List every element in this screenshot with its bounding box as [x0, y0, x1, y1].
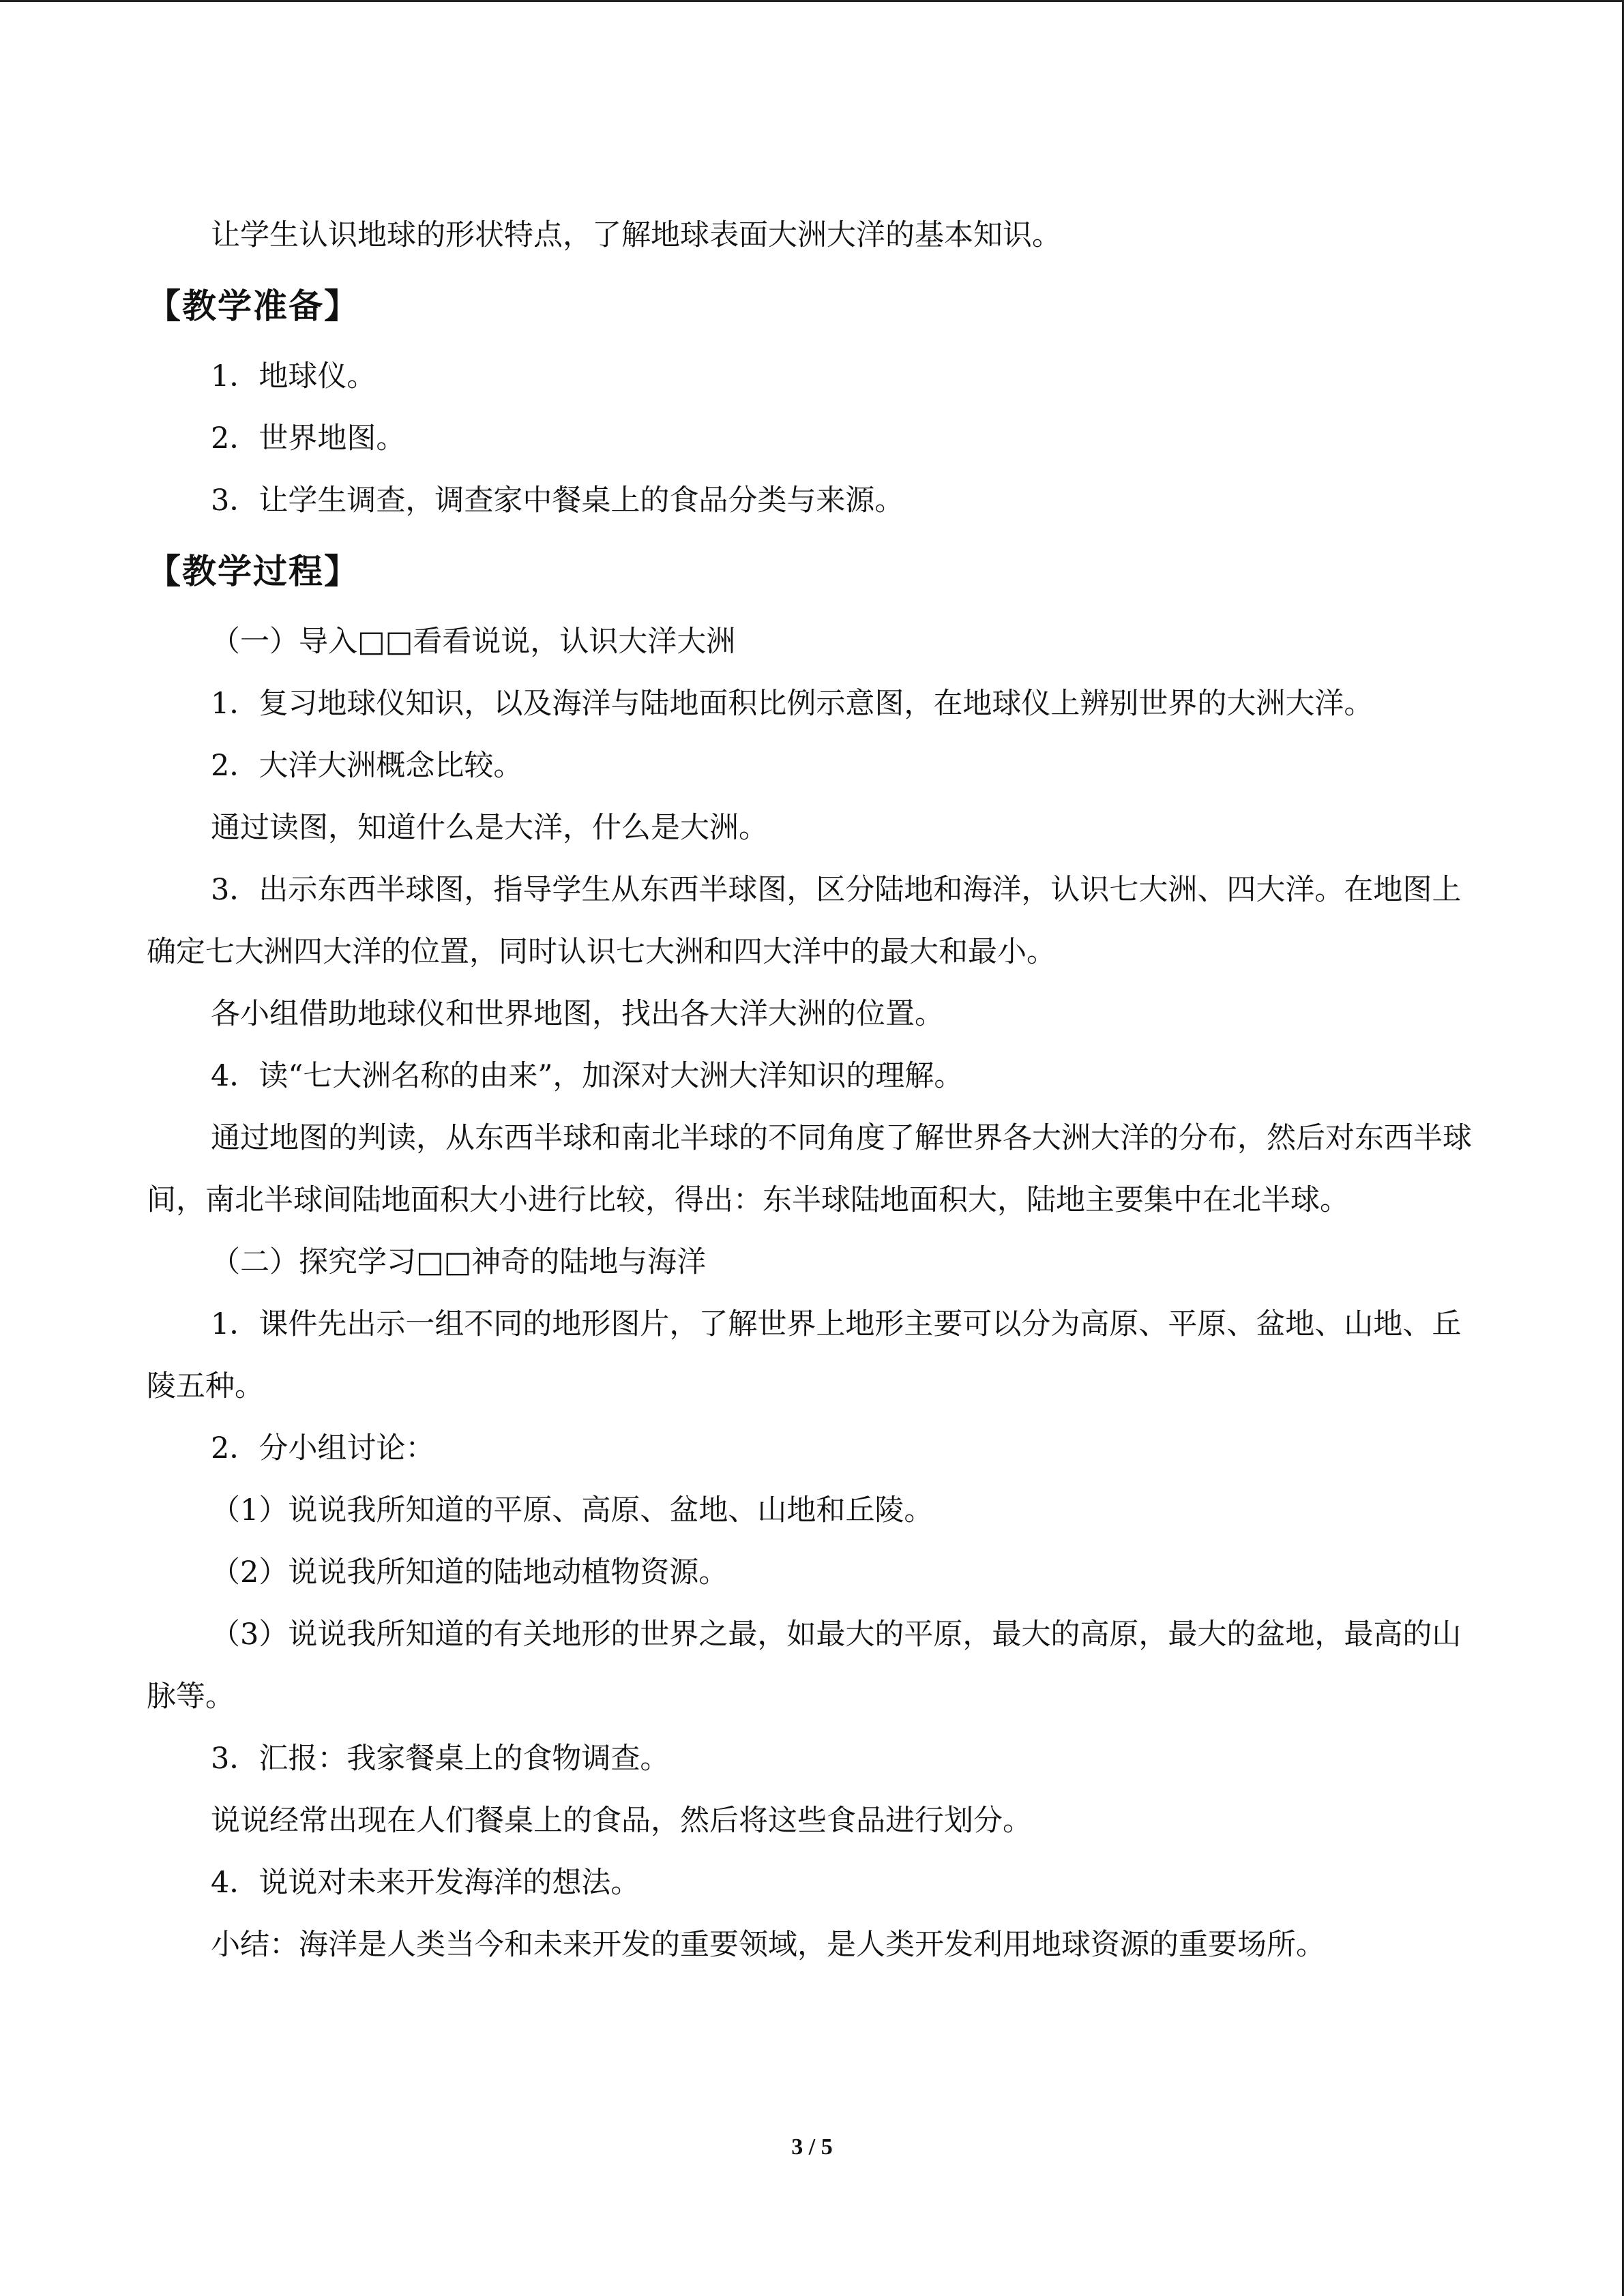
heading-teaching-prep: 【教学准备】: [147, 286, 359, 326]
process-paragraph: 通过地图的判读，从东西半球和南北半球的不同角度了解世界各大洲大洋的分布，然后对东西半球间，南北半球间陆地面积大小进行比较，得出：东半球陆地面积大，陆地主要集中在北半球。: [147, 1121, 1472, 1217]
process-paragraph: 通过读图，知道什么是大洋，什么是大洲。: [211, 811, 768, 845]
process-paragraph: 2．大洋大洲概念比较。: [211, 749, 523, 783]
process-paragraph: 小结：海洋是人类当今和未来开发的重要领域，是人类开发利用地球资源的重要场所。: [211, 1928, 1325, 1962]
process-paragraph: 2．分小组讨论：: [211, 1431, 435, 1465]
heading-teaching-process: 【教学过程】: [147, 552, 359, 591]
prep-item: 3．让学生调查，调查家中餐桌上的食品分类与来源。: [211, 483, 904, 518]
process-paragraph: 3．汇报：我家餐桌上的食物调查。: [211, 1742, 670, 1776]
process-paragraph: 1．复习地球仪知识，以及海洋与陆地面积比例示意图，在地球仪上辨别世界的大洲大洋。: [211, 687, 1374, 721]
process-paragraph: （二）探究学习□□神奇的陆地与海洋: [211, 1245, 707, 1279]
document-body: [147, 205, 1483, 1976]
page-number: 3 / 5: [791, 2134, 833, 2160]
process-paragraph: （3）说说我所知道的有关地形的世界之最，如最大的平原，最大的高原，最大的盆地，最高的山脉等。: [147, 1617, 1462, 1714]
process-paragraph: 3．出示东西半球图，指导学生从东西半球图，区分陆地和海洋，认识七大洲、四大洋。在地图上确定七大洲四大洋的位置，同时认识七大洲和四大洋中的最大和最小。: [147, 873, 1462, 969]
process-paragraph: （2）说说我所知道的陆地动植物资源。: [211, 1555, 728, 1590]
process-paragraph: 4．读“七大洲名称的由来”，加深对大洲大洋知识的理解。: [211, 1059, 964, 1093]
process-paragraph: （一）导入□□看看说说，认识大洋大洲: [211, 625, 736, 659]
intro-paragraph: 让学生认识地球的形状特点，了解地球表面大洲大洋的基本知识。: [211, 218, 1061, 252]
page-border-top: [0, 0, 1624, 2]
process-paragraph: 各小组借助地球仪和世界地图，找出各大洋大洲的位置。: [211, 997, 944, 1031]
process-paragraph: 1．课件先出示一组不同的地形图片，了解世界上地形主要可以分为高原、平原、盆地、山地、丘陵五种。: [147, 1307, 1462, 1403]
process-paragraph: （1）说说我所知道的平原、高原、盆地、山地和丘陵。: [211, 1493, 934, 1527]
process-paragraph: 说说经常出现在人们餐桌上的食品，然后将这些食品进行划分。: [211, 1804, 1032, 1838]
prep-item: 2．世界地图。: [211, 421, 406, 456]
process-paragraph: 4．说说对未来开发海洋的想法。: [211, 1866, 640, 1900]
prep-item: 1．地球仪。: [211, 359, 377, 393]
